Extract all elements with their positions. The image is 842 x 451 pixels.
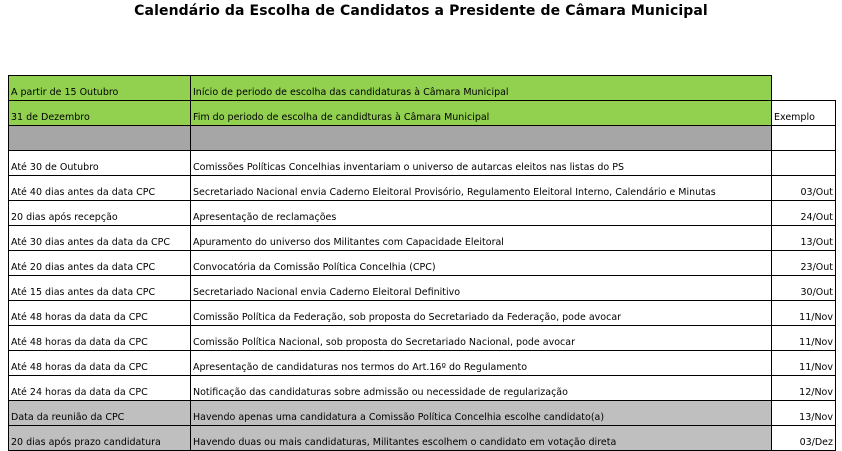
header-row-end (9, 101, 836, 126)
when-cell: 20 dias após prazo candidatura (9, 426, 191, 451)
when-cell: Até 40 dias antes da data CPC (9, 176, 191, 201)
when-cell: 31 de Dezembro (9, 101, 191, 126)
when-cell: Até 48 horas da data da CPC (9, 326, 191, 351)
what-cell: Início de periodo de escolha das candidaturas à Câmara Municipal (191, 76, 772, 101)
table-row (9, 226, 836, 251)
example-cell: 12/Nov (772, 376, 836, 401)
table-row (9, 376, 836, 401)
example-cell: 13/Out (772, 226, 836, 251)
when-cell: Data da reunião da CPC (9, 401, 191, 426)
when-cell: Até 48 horas da data da CPC (9, 301, 191, 326)
example-cell (772, 151, 836, 176)
what-cell: Fim do periodo de escolha de candidturas à Câmara Municipal (191, 101, 772, 126)
when-cell: Até 48 horas da data da CPC (9, 351, 191, 376)
example-cell: 23/Out (772, 251, 836, 276)
calendar-table (8, 75, 836, 451)
example-header-cell: Exemplo (772, 101, 836, 126)
example-cell: 11/Nov (772, 301, 836, 326)
table-row (9, 176, 836, 201)
what-cell: Comissão Política da Federação, sob proposta do Secretariado da Federação, pode avocar (191, 301, 772, 326)
example-cell: 30/Out (772, 276, 836, 301)
table-row (9, 151, 836, 176)
when-cell: Até 30 de Outubro (9, 151, 191, 176)
separator-cell (191, 126, 772, 151)
when-cell: Até 24 horas da data da CPC (9, 376, 191, 401)
example-cell: 24/Out (772, 201, 836, 226)
when-cell: Até 30 dias antes da data da CPC (9, 226, 191, 251)
when-cell: A partir de 15 Outubro (9, 76, 191, 101)
example-cell: 13/Nov (772, 401, 836, 426)
calendar-table-body (9, 76, 836, 451)
what-cell: Notificação das candidaturas sobre admissão ou necessidade de regularização (191, 376, 772, 401)
when-cell: Até 20 dias antes da data CPC (9, 251, 191, 276)
what-cell: Comissão Política Nacional, sob proposta do Secretariado Nacional, pode avocar (191, 326, 772, 351)
table-row (9, 251, 836, 276)
table-row (9, 201, 836, 226)
when-cell: 20 dias após recepção (9, 201, 191, 226)
separator-cell (9, 126, 191, 151)
example-cell: 03/Dez (772, 426, 836, 451)
final-row (9, 401, 836, 426)
what-cell: Comissões Políticas Concelhias inventariam o universo de autarcas eleitos nas listas do PS (191, 151, 772, 176)
example-cell: 11/Nov (772, 351, 836, 376)
what-cell: Apresentação de candidaturas nos termos do Art.16º do Regulamento (191, 351, 772, 376)
example-cell: 03/Out (772, 176, 836, 201)
example-cell: 11/Nov (772, 326, 836, 351)
header-row-start (9, 76, 836, 101)
what-cell: Apresentação de reclamações (191, 201, 772, 226)
final-row (9, 426, 836, 451)
page-title: Calendário da Escolha de Candidatos a Presidente de Câmara Municipal (134, 3, 708, 19)
table-row (9, 276, 836, 301)
what-cell: Havendo duas ou mais candidaturas, Militantes escolhem o candidato em votação direta (191, 426, 772, 451)
what-cell: Secretariado Nacional envia Caderno Eleitoral Provisório, Regulamento Eleitoral Interno, Calendário e Minutas (191, 176, 772, 201)
table-row (9, 326, 836, 351)
what-cell: Secretariado Nacional envia Caderno Eleitoral Definitivo (191, 276, 772, 301)
what-cell: Convocatória da Comissão Política Concelhia (CPC) (191, 251, 772, 276)
what-cell: Havendo apenas uma candidatura a Comissão Política Concelhia escolhe candidato(a) (191, 401, 772, 426)
what-cell: Apuramento do universo dos Militantes com Capacidade Eleitoral (191, 226, 772, 251)
when-cell: Até 15 dias antes da data CPC (9, 276, 191, 301)
table-row (9, 351, 836, 376)
example-cell (772, 76, 836, 101)
table-row (9, 301, 836, 326)
separator-example-cell (772, 126, 836, 151)
separator-row (9, 126, 836, 151)
